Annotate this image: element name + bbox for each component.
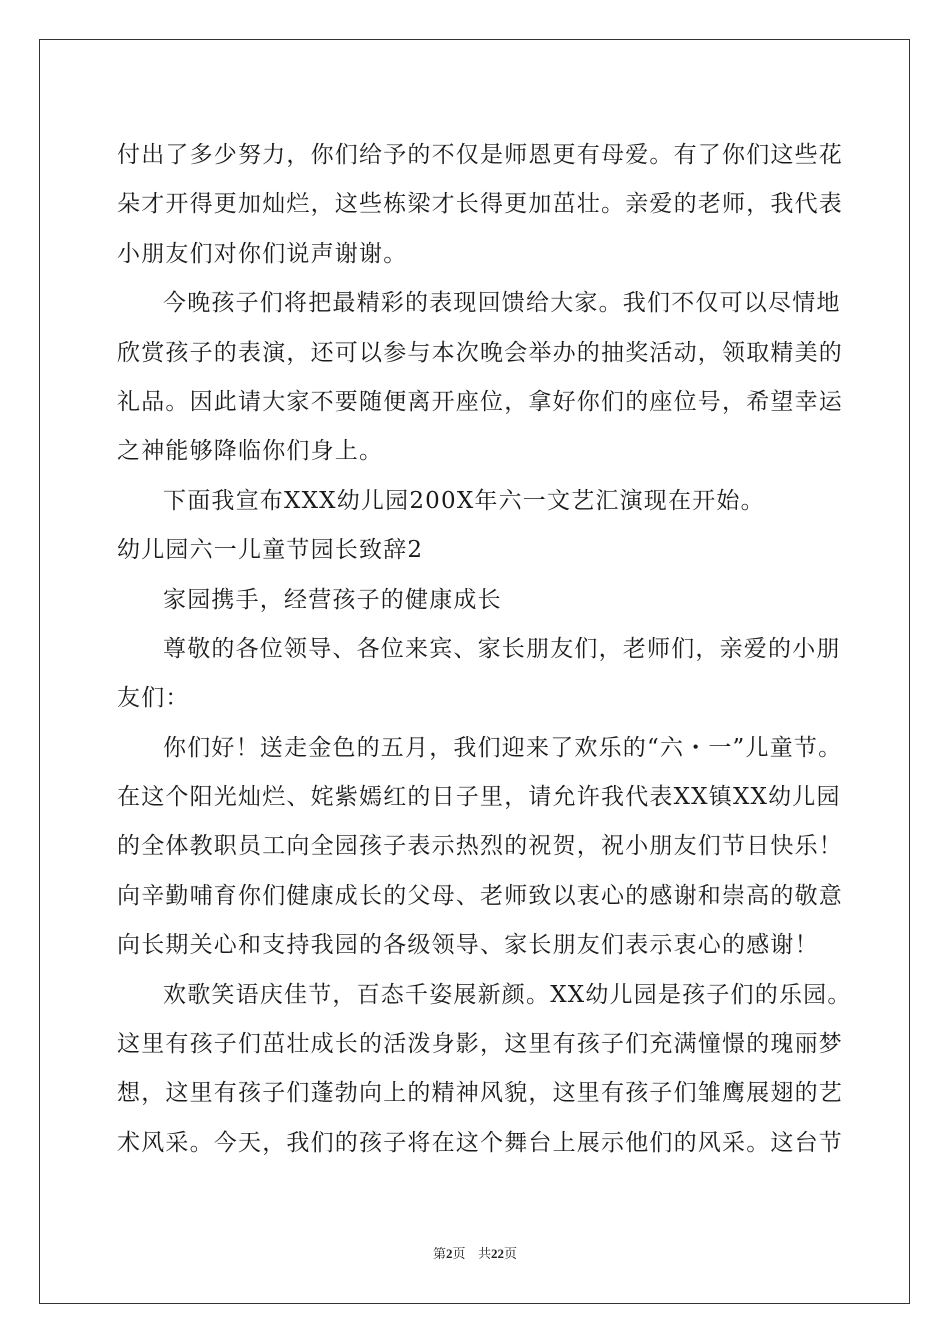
footer-total-pages: 22 [490,1246,504,1261]
page-footer [0,1246,950,1263]
text-line-12: 友们： [117,685,190,712]
text-line-21: 术风采。今天，我们的孩子将在这个舞台上展示他们的风采。这台节 [117,1129,843,1156]
text-line-7: 之神能够降临你们身上。 [117,438,384,465]
footer-page-number: 2 [446,1246,453,1261]
text-line-2: 朵才开得更加灿烂，这些栋梁才长得更加茁壮。亲爱的老师，我代表 [117,191,843,218]
text-line-17: 向长期关心和支持我园的各级领导、家长朋友们表示衷心的感谢！ [117,932,819,959]
text-line-1: 付出了多少努力，你们给予的不仅是师恩更有母爱。有了你们这些花 [117,142,843,168]
document-body [117,131,852,1168]
text-line-13: 你们好！送走金色的五月，我们迎来了欢乐的“六・一”儿童节。 [163,734,843,761]
text-line-8: 下面我宣布XXX幼儿园200X年六一文艺汇演现在开始。 [163,487,765,514]
text-line-4: 今晚孩子们将把最精彩的表现回馈给大家。我们不仅可以尽情地 [163,290,841,317]
text-line-11: 尊敬的各位领导、各位来宾、家长朋友们，老师们，亲爱的小朋 [163,635,841,662]
text-line-3: 小朋友们对你们说声谢谢。 [117,240,408,267]
footer-page-suffix: 页 [452,1247,466,1262]
text-line-18: 欢歌笑语庆佳节，百态千姿展新颜。XX幼儿园是孩子们的乐园。 [163,981,852,1008]
section-heading: 幼儿园六一儿童节园长致辞2 [117,537,424,564]
footer-prefix: 第 [433,1247,447,1262]
text-line-5: 欣赏孩子的表演，还可以参与本次晚会举办的抽奖活动，领取精美的 [117,339,843,366]
footer-total-prefix: 共 [477,1247,491,1262]
text-line-6: 礼品。因此请大家不要随便离开座位，拿好你们的座位号，希望幸运 [117,388,843,415]
text-line-20: 想，这里有孩子们蓬勃向上的精神风貌，这里有孩子们雏鹰展翅的艺 [117,1080,843,1107]
text-line-16: 向辛勤哺育你们健康成长的父母、老师致以衷心的感谢和崇高的敬意 [117,882,843,909]
footer-total-suffix: 页 [503,1247,517,1262]
text-line-15: 的全体教职员工向全园孩子表示热烈的祝贺，祝小朋友们节日快乐！ [117,833,843,860]
text-line-19: 这里有孩子们茁壮成长的活泼身影，这里有孩子们充满憧憬的瑰丽梦 [117,1031,843,1058]
text-line-14: 在这个阳光灿烂、姹紫嫣红的日子里，请允许我代表XX镇XX幼儿园 [117,784,841,811]
speech-subtitle: 家园携手，经营孩子的健康成长 [163,586,502,613]
